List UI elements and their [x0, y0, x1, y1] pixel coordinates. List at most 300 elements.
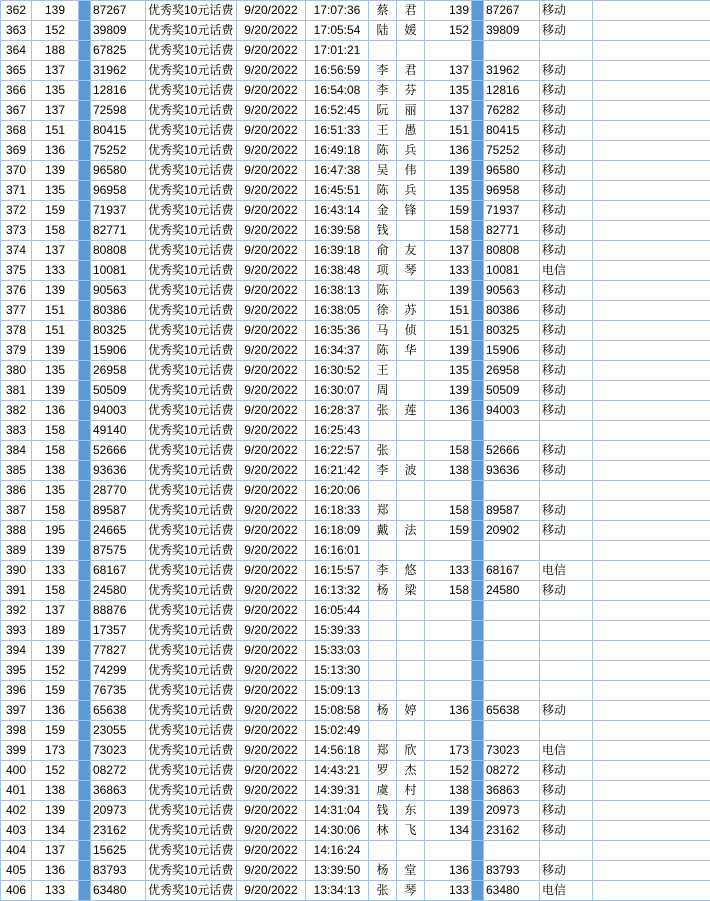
cell-prize[interactable]: 优秀奖10元话费 [146, 581, 237, 601]
cell-number-a[interactable]: 75252 [91, 141, 146, 161]
cell-time[interactable]: 15:08:58 [306, 701, 369, 721]
table-row[interactable] [1, 561, 710, 581]
table-row[interactable] [1, 41, 710, 61]
cell-date[interactable]: 9/20/2022 [237, 81, 306, 101]
cell-number-b[interactable] [425, 661, 472, 681]
cell-time[interactable]: 13:39:50 [306, 861, 369, 881]
cell-given-name[interactable] [397, 441, 425, 461]
row-header-cell[interactable]: 405 [1, 861, 32, 881]
cell-prefix[interactable]: 139 [32, 381, 79, 401]
cell-number-b[interactable]: 139 [425, 1, 472, 21]
cell-carrier[interactable]: 移动 [540, 361, 593, 381]
cell-number-b[interactable]: 136 [425, 701, 472, 721]
table-row[interactable] [1, 421, 710, 441]
cell-given-name[interactable]: 琴 [397, 261, 425, 281]
cell-given-name[interactable]: 丽 [397, 101, 425, 121]
cell-given-name[interactable]: 婷 [397, 701, 425, 721]
row-header-cell[interactable]: 369 [1, 141, 32, 161]
cell-number-b[interactable]: 158 [425, 441, 472, 461]
cell-surname[interactable]: 林 [369, 821, 397, 841]
row-header-cell[interactable]: 389 [1, 541, 32, 561]
table-row[interactable] [1, 1, 710, 21]
cell-time[interactable]: 16:54:08 [306, 81, 369, 101]
cell-given-name[interactable]: 芬 [397, 81, 425, 101]
cell-time[interactable]: 16:25:43 [306, 421, 369, 441]
cell-given-name[interactable] [397, 661, 425, 681]
cell-date[interactable]: 9/20/2022 [237, 641, 306, 661]
table-row[interactable] [1, 881, 710, 901]
cell-number-c[interactable]: 08272 [484, 761, 540, 781]
cell-carrier[interactable] [540, 421, 593, 441]
cell-given-name[interactable]: 君 [397, 1, 425, 21]
cell-number-b[interactable]: 139 [425, 161, 472, 181]
cell-surname[interactable] [369, 841, 397, 861]
cell-date[interactable]: 9/20/2022 [237, 321, 306, 341]
cell-number-c[interactable]: 12816 [484, 81, 540, 101]
row-header-cell[interactable]: 362 [1, 1, 32, 21]
cell-surname[interactable] [369, 41, 397, 61]
cell-number-b[interactable]: 137 [425, 241, 472, 261]
cell-prize[interactable]: 优秀奖10元话费 [146, 81, 237, 101]
cell-prefix[interactable]: 188 [32, 41, 79, 61]
cell-carrier[interactable] [540, 601, 593, 621]
cell-number-b[interactable]: 152 [425, 21, 472, 41]
cell-prefix[interactable]: 139 [32, 541, 79, 561]
row-header-cell[interactable]: 368 [1, 121, 32, 141]
cell-number-a[interactable]: 65638 [91, 701, 146, 721]
cell-date[interactable]: 9/20/2022 [237, 401, 306, 421]
cell-date[interactable]: 9/20/2022 [237, 661, 306, 681]
cell-date[interactable]: 9/20/2022 [237, 761, 306, 781]
cell-prize[interactable]: 优秀奖10元话费 [146, 401, 237, 421]
cell-number-c[interactable]: 93636 [484, 461, 540, 481]
cell-prefix[interactable]: 137 [32, 61, 79, 81]
cell-number-c[interactable]: 10081 [484, 261, 540, 281]
cell-carrier[interactable]: 移动 [540, 81, 593, 101]
table-row[interactable] [1, 441, 710, 461]
cell-number-c[interactable]: 50509 [484, 381, 540, 401]
table-row[interactable] [1, 461, 710, 481]
table-row[interactable] [1, 821, 710, 841]
cell-surname[interactable]: 李 [369, 81, 397, 101]
cell-prefix[interactable]: 135 [32, 361, 79, 381]
cell-number-c[interactable] [484, 721, 540, 741]
table-row[interactable] [1, 741, 710, 761]
cell-time[interactable]: 16:13:32 [306, 581, 369, 601]
cell-number-a[interactable]: 88876 [91, 601, 146, 621]
cell-prefix[interactable]: 135 [32, 481, 79, 501]
cell-carrier[interactable]: 移动 [540, 461, 593, 481]
cell-prefix[interactable]: 136 [32, 141, 79, 161]
cell-surname[interactable] [369, 721, 397, 741]
cell-number-b[interactable]: 139 [425, 281, 472, 301]
cell-time[interactable]: 16:39:58 [306, 221, 369, 241]
table-row[interactable] [1, 281, 710, 301]
cell-prize[interactable]: 优秀奖10元话费 [146, 261, 237, 281]
cell-number-a[interactable]: 52666 [91, 441, 146, 461]
cell-date[interactable]: 9/20/2022 [237, 381, 306, 401]
row-header-cell[interactable]: 382 [1, 401, 32, 421]
cell-time[interactable]: 14:31:04 [306, 801, 369, 821]
row-header-cell[interactable]: 397 [1, 701, 32, 721]
cell-surname[interactable]: 项 [369, 261, 397, 281]
cell-prize[interactable]: 优秀奖10元话费 [146, 701, 237, 721]
table-row[interactable] [1, 521, 710, 541]
cell-number-b[interactable]: 136 [425, 861, 472, 881]
cell-number-c[interactable]: 63480 [484, 881, 540, 901]
cell-number-b[interactable] [425, 621, 472, 641]
cell-number-c[interactable]: 80325 [484, 321, 540, 341]
cell-number-c[interactable]: 52666 [484, 441, 540, 461]
cell-prefix[interactable]: 137 [32, 841, 79, 861]
cell-number-b[interactable]: 151 [425, 301, 472, 321]
cell-prize[interactable]: 优秀奖10元话费 [146, 421, 237, 441]
row-header-cell[interactable]: 383 [1, 421, 32, 441]
cell-carrier[interactable] [540, 41, 593, 61]
cell-carrier[interactable]: 电信 [540, 561, 593, 581]
cell-number-c[interactable]: 23162 [484, 821, 540, 841]
cell-date[interactable]: 9/20/2022 [237, 741, 306, 761]
cell-time[interactable]: 17:07:36 [306, 1, 369, 21]
cell-prize[interactable]: 优秀奖10元话费 [146, 101, 237, 121]
cell-date[interactable]: 9/20/2022 [237, 881, 306, 901]
cell-given-name[interactable] [397, 841, 425, 861]
cell-number-b[interactable] [425, 421, 472, 441]
cell-prefix[interactable]: 152 [32, 21, 79, 41]
cell-number-a[interactable]: 80415 [91, 121, 146, 141]
row-header-cell[interactable]: 386 [1, 481, 32, 501]
cell-prize[interactable]: 优秀奖10元话费 [146, 361, 237, 381]
cell-date[interactable]: 9/20/2022 [237, 161, 306, 181]
cell-prefix[interactable]: 135 [32, 81, 79, 101]
cell-time[interactable]: 16:15:57 [306, 561, 369, 581]
table-row[interactable] [1, 201, 710, 221]
row-header-cell[interactable]: 370 [1, 161, 32, 181]
cell-prefix[interactable]: 136 [32, 861, 79, 881]
cell-number-a[interactable]: 80808 [91, 241, 146, 261]
cell-given-name[interactable]: 锋 [397, 201, 425, 221]
table-row[interactable] [1, 361, 710, 381]
cell-date[interactable]: 9/20/2022 [237, 621, 306, 641]
cell-prize[interactable]: 优秀奖10元话费 [146, 141, 237, 161]
cell-surname[interactable]: 张 [369, 881, 397, 901]
cell-number-c[interactable]: 75252 [484, 141, 540, 161]
cell-surname[interactable]: 金 [369, 201, 397, 221]
cell-time[interactable]: 16:28:37 [306, 401, 369, 421]
cell-prize[interactable]: 优秀奖10元话费 [146, 681, 237, 701]
cell-surname[interactable]: 郑 [369, 741, 397, 761]
cell-surname[interactable]: 罗 [369, 761, 397, 781]
table-row[interactable] [1, 241, 710, 261]
cell-number-c[interactable]: 76282 [484, 101, 540, 121]
cell-given-name[interactable] [397, 361, 425, 381]
cell-number-a[interactable]: 15625 [91, 841, 146, 861]
cell-number-c[interactable]: 65638 [484, 701, 540, 721]
row-header-cell[interactable]: 363 [1, 21, 32, 41]
cell-prize[interactable]: 优秀奖10元话费 [146, 161, 237, 181]
cell-number-a[interactable]: 68167 [91, 561, 146, 581]
cell-date[interactable]: 9/20/2022 [237, 141, 306, 161]
cell-time[interactable]: 16:18:09 [306, 521, 369, 541]
cell-surname[interactable]: 郑 [369, 501, 397, 521]
table-row[interactable] [1, 781, 710, 801]
cell-given-name[interactable]: 侦 [397, 321, 425, 341]
cell-prize[interactable]: 优秀奖10元话费 [146, 721, 237, 741]
cell-number-b[interactable] [425, 841, 472, 861]
cell-given-name[interactable]: 伟 [397, 161, 425, 181]
cell-number-a[interactable]: 36863 [91, 781, 146, 801]
cell-surname[interactable]: 杨 [369, 701, 397, 721]
cell-date[interactable]: 9/20/2022 [237, 821, 306, 841]
cell-prefix[interactable]: 158 [32, 501, 79, 521]
cell-given-name[interactable]: 愚 [397, 121, 425, 141]
cell-date[interactable]: 9/20/2022 [237, 501, 306, 521]
cell-date[interactable]: 9/20/2022 [237, 201, 306, 221]
cell-prefix[interactable]: 152 [32, 761, 79, 781]
cell-carrier[interactable] [540, 721, 593, 741]
cell-number-a[interactable]: 73023 [91, 741, 146, 761]
cell-carrier[interactable]: 移动 [540, 141, 593, 161]
cell-date[interactable]: 9/20/2022 [237, 441, 306, 461]
cell-surname[interactable]: 陈 [369, 141, 397, 161]
cell-number-a[interactable]: 72598 [91, 101, 146, 121]
cell-prefix[interactable]: 137 [32, 601, 79, 621]
cell-number-b[interactable]: 136 [425, 401, 472, 421]
cell-number-a[interactable]: 50509 [91, 381, 146, 401]
cell-number-c[interactable] [484, 41, 540, 61]
cell-prize[interactable]: 优秀奖10元话费 [146, 201, 237, 221]
cell-number-a[interactable]: 87267 [91, 1, 146, 21]
cell-number-a[interactable]: 20973 [91, 801, 146, 821]
row-header-cell[interactable]: 371 [1, 181, 32, 201]
cell-time[interactable]: 14:39:31 [306, 781, 369, 801]
cell-surname[interactable]: 陆 [369, 21, 397, 41]
cell-surname[interactable]: 王 [369, 361, 397, 381]
cell-number-a[interactable]: 76735 [91, 681, 146, 701]
cell-prefix[interactable]: 151 [32, 321, 79, 341]
cell-date[interactable]: 9/20/2022 [237, 61, 306, 81]
table-row[interactable] [1, 301, 710, 321]
cell-prefix[interactable]: 158 [32, 421, 79, 441]
table-row[interactable] [1, 141, 710, 161]
cell-date[interactable]: 9/20/2022 [237, 541, 306, 561]
cell-surname[interactable]: 阮 [369, 101, 397, 121]
cell-prize[interactable]: 优秀奖10元话费 [146, 461, 237, 481]
table-row[interactable] [1, 601, 710, 621]
cell-prefix[interactable]: 134 [32, 821, 79, 841]
cell-number-b[interactable]: 159 [425, 201, 472, 221]
cell-prize[interactable]: 优秀奖10元话费 [146, 601, 237, 621]
cell-prize[interactable]: 优秀奖10元话费 [146, 741, 237, 761]
cell-surname[interactable]: 李 [369, 61, 397, 81]
cell-surname[interactable]: 李 [369, 461, 397, 481]
cell-number-b[interactable]: 158 [425, 501, 472, 521]
cell-date[interactable]: 9/20/2022 [237, 41, 306, 61]
cell-number-c[interactable]: 71937 [484, 201, 540, 221]
cell-surname[interactable]: 杨 [369, 581, 397, 601]
cell-given-name[interactable]: 堂 [397, 861, 425, 881]
row-header-cell[interactable]: 377 [1, 301, 32, 321]
cell-number-a[interactable]: 15906 [91, 341, 146, 361]
cell-carrier[interactable]: 移动 [540, 281, 593, 301]
cell-surname[interactable]: 吴 [369, 161, 397, 181]
cell-prefix[interactable]: 159 [32, 681, 79, 701]
cell-time[interactable]: 16:20:06 [306, 481, 369, 501]
cell-number-c[interactable]: 83793 [484, 861, 540, 881]
cell-time[interactable]: 16:38:05 [306, 301, 369, 321]
cell-prefix[interactable]: 139 [32, 1, 79, 21]
cell-given-name[interactable] [397, 501, 425, 521]
cell-carrier[interactable]: 移动 [540, 61, 593, 81]
cell-number-b[interactable]: 139 [425, 381, 472, 401]
cell-number-a[interactable]: 71937 [91, 201, 146, 221]
table-row[interactable] [1, 541, 710, 561]
cell-surname[interactable]: 徐 [369, 301, 397, 321]
cell-prize[interactable]: 优秀奖10元话费 [146, 221, 237, 241]
cell-time[interactable]: 16:34:37 [306, 341, 369, 361]
cell-given-name[interactable]: 华 [397, 341, 425, 361]
table-row[interactable] [1, 121, 710, 141]
cell-prize[interactable]: 优秀奖10元话费 [146, 301, 237, 321]
cell-number-c[interactable]: 31962 [484, 61, 540, 81]
cell-carrier[interactable]: 移动 [540, 201, 593, 221]
cell-surname[interactable] [369, 681, 397, 701]
cell-time[interactable]: 16:30:07 [306, 381, 369, 401]
cell-number-c[interactable]: 96958 [484, 181, 540, 201]
row-header-cell[interactable]: 406 [1, 881, 32, 901]
row-header-cell[interactable]: 403 [1, 821, 32, 841]
cell-number-b[interactable] [425, 641, 472, 661]
cell-prefix[interactable]: 139 [32, 641, 79, 661]
cell-number-b[interactable]: 134 [425, 821, 472, 841]
cell-number-a[interactable]: 96958 [91, 181, 146, 201]
cell-number-a[interactable]: 26958 [91, 361, 146, 381]
cell-number-a[interactable]: 80386 [91, 301, 146, 321]
cell-number-b[interactable]: 151 [425, 321, 472, 341]
cell-time[interactable]: 16:21:42 [306, 461, 369, 481]
cell-number-b[interactable] [425, 681, 472, 701]
cell-number-a[interactable]: 63480 [91, 881, 146, 901]
row-header-cell[interactable]: 394 [1, 641, 32, 661]
cell-surname[interactable]: 周 [369, 381, 397, 401]
cell-number-a[interactable]: 24580 [91, 581, 146, 601]
cell-prize[interactable]: 优秀奖10元话费 [146, 821, 237, 841]
cell-number-a[interactable]: 39809 [91, 21, 146, 41]
table-row[interactable] [1, 661, 710, 681]
cell-number-c[interactable]: 24580 [484, 581, 540, 601]
cell-carrier[interactable]: 电信 [540, 741, 593, 761]
cell-time[interactable]: 17:05:54 [306, 21, 369, 41]
row-header-cell[interactable]: 379 [1, 341, 32, 361]
cell-number-a[interactable]: 74299 [91, 661, 146, 681]
cell-prefix[interactable]: 133 [32, 561, 79, 581]
cell-number-a[interactable]: 82771 [91, 221, 146, 241]
cell-prefix[interactable]: 139 [32, 341, 79, 361]
cell-prefix[interactable]: 151 [32, 301, 79, 321]
cell-given-name[interactable] [397, 281, 425, 301]
cell-given-name[interactable]: 悠 [397, 561, 425, 581]
cell-prefix[interactable]: 133 [32, 261, 79, 281]
cell-prefix[interactable]: 139 [32, 281, 79, 301]
cell-surname[interactable]: 王 [369, 121, 397, 141]
cell-surname[interactable]: 蔡 [369, 1, 397, 21]
cell-date[interactable]: 9/20/2022 [237, 341, 306, 361]
cell-prize[interactable]: 优秀奖10元话费 [146, 41, 237, 61]
cell-number-c[interactable]: 90563 [484, 281, 540, 301]
cell-prefix[interactable]: 173 [32, 741, 79, 761]
cell-number-b[interactable] [425, 41, 472, 61]
cell-surname[interactable]: 虞 [369, 781, 397, 801]
cell-date[interactable]: 9/20/2022 [237, 461, 306, 481]
cell-given-name[interactable] [397, 621, 425, 641]
cell-prize[interactable]: 优秀奖10元话费 [146, 241, 237, 261]
cell-number-c[interactable]: 26958 [484, 361, 540, 381]
cell-number-a[interactable]: 31962 [91, 61, 146, 81]
cell-prize[interactable]: 优秀奖10元话费 [146, 621, 237, 641]
cell-surname[interactable]: 钱 [369, 221, 397, 241]
cell-carrier[interactable]: 移动 [540, 241, 593, 261]
cell-given-name[interactable]: 友 [397, 241, 425, 261]
cell-number-c[interactable] [484, 841, 540, 861]
cell-prefix[interactable]: 159 [32, 201, 79, 221]
cell-surname[interactable]: 李 [369, 561, 397, 581]
cell-number-b[interactable]: 137 [425, 101, 472, 121]
cell-prefix[interactable]: 158 [32, 581, 79, 601]
cell-carrier[interactable]: 移动 [540, 821, 593, 841]
cell-number-c[interactable] [484, 621, 540, 641]
table-row[interactable] [1, 61, 710, 81]
cell-prefix[interactable]: 138 [32, 461, 79, 481]
cell-number-c[interactable]: 20902 [484, 521, 540, 541]
cell-time[interactable]: 15:09:13 [306, 681, 369, 701]
row-header-cell[interactable]: 402 [1, 801, 32, 821]
table-row[interactable] [1, 21, 710, 41]
table-row[interactable] [1, 401, 710, 421]
cell-number-b[interactable]: 139 [425, 341, 472, 361]
cell-carrier[interactable]: 移动 [540, 581, 593, 601]
cell-prefix[interactable]: 135 [32, 181, 79, 201]
cell-prize[interactable]: 优秀奖10元话费 [146, 761, 237, 781]
row-header-cell[interactable]: 400 [1, 761, 32, 781]
cell-number-c[interactable]: 73023 [484, 741, 540, 761]
cell-time[interactable]: 15:39:33 [306, 621, 369, 641]
cell-carrier[interactable]: 移动 [540, 521, 593, 541]
cell-number-b[interactable]: 138 [425, 781, 472, 801]
cell-time[interactable]: 16:38:48 [306, 261, 369, 281]
cell-number-b[interactable]: 152 [425, 761, 472, 781]
cell-number-c[interactable] [484, 601, 540, 621]
cell-date[interactable]: 9/20/2022 [237, 301, 306, 321]
cell-date[interactable]: 9/20/2022 [237, 221, 306, 241]
cell-carrier[interactable]: 移动 [540, 181, 593, 201]
row-header-cell[interactable]: 380 [1, 361, 32, 381]
cell-number-b[interactable]: 133 [425, 881, 472, 901]
cell-carrier[interactable]: 移动 [540, 701, 593, 721]
row-header-cell[interactable]: 366 [1, 81, 32, 101]
cell-time[interactable]: 16:35:36 [306, 321, 369, 341]
cell-prefix[interactable]: 158 [32, 221, 79, 241]
cell-date[interactable]: 9/20/2022 [237, 181, 306, 201]
cell-prefix[interactable]: 133 [32, 881, 79, 901]
cell-number-a[interactable]: 83793 [91, 861, 146, 881]
row-header-cell[interactable]: 395 [1, 661, 32, 681]
cell-carrier[interactable] [540, 661, 593, 681]
cell-given-name[interactable] [397, 381, 425, 401]
cell-given-name[interactable]: 村 [397, 781, 425, 801]
row-header-cell[interactable]: 390 [1, 561, 32, 581]
cell-prize[interactable]: 优秀奖10元话费 [146, 641, 237, 661]
cell-given-name[interactable]: 媛 [397, 21, 425, 41]
